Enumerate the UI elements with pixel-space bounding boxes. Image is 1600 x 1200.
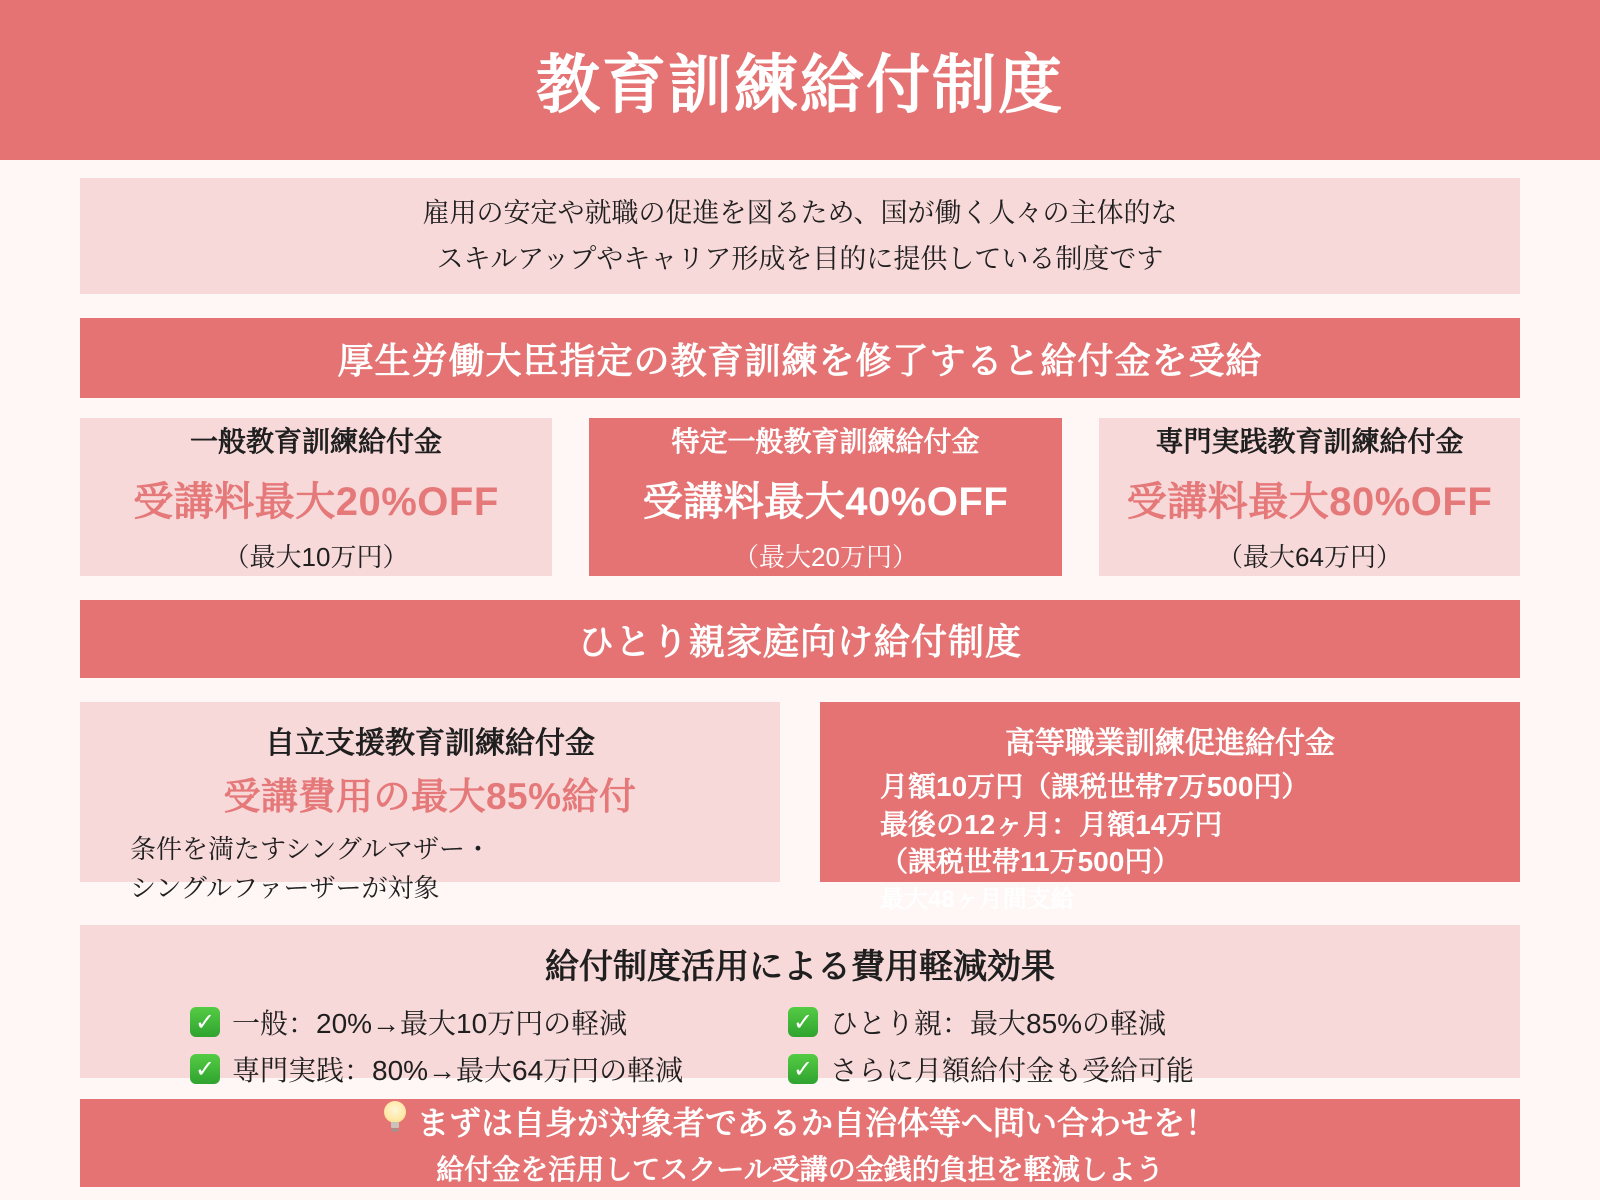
card-title: 専門実践教育訓練給付金 xyxy=(1155,426,1464,457)
card-general-training xyxy=(80,418,552,576)
card-professional-practice-training xyxy=(1099,418,1520,576)
check-item-label: ひとり親：最大85%の軽減 xyxy=(830,1008,1167,1039)
card-description-line-1: 条件を満たすシングルマザー・ xyxy=(130,834,492,864)
card-description-line-2: シングルファーザーが対象 xyxy=(130,873,440,903)
check-icon: ✓ xyxy=(788,1054,818,1084)
footer-line-2: 給付金を活用してスクール受講の金銭的負担を軽減しよう xyxy=(436,1154,1164,1185)
check-icon: ✓ xyxy=(190,1007,220,1037)
card-title: 自立支援教育訓練給付金 xyxy=(265,727,595,760)
summary-title: 給付制度活用による費用軽減効果 xyxy=(545,948,1055,986)
intro-line-2: スキルアップやキャリア形成を目的に提供している制度です xyxy=(436,244,1164,274)
footer-line-1-text: まずは自身が対象者であるか自治体等へ問い合わせを！ xyxy=(416,1105,1217,1141)
card-title: 高等職業訓練促進給付金 xyxy=(1005,727,1335,760)
section-band-training-label: 厚生労働大臣指定の教育訓練を修了すると給付金を受給 xyxy=(337,339,1263,381)
check-icon: ✓ xyxy=(190,1054,220,1084)
content-area xyxy=(80,178,1520,1187)
intro-line-1: 雇用の安定や就職の促進を図るため、国が働く人々の主体的な xyxy=(422,197,1178,228)
check-item-label: さらに月額給付金も受給可能 xyxy=(830,1055,1195,1086)
list-item xyxy=(788,1002,1194,1042)
card-body-line-4: 最大48ヶ月間支給 xyxy=(880,885,1075,913)
benefit-cards-row xyxy=(80,418,1520,576)
card-body-line-2: 最後の12ヶ月：月額14万円 xyxy=(880,808,1223,840)
list-item xyxy=(190,1002,788,1042)
check-item-label: 専門実践：80%→最大64万円の軽減 xyxy=(232,1055,684,1086)
footer-line-1 xyxy=(383,1098,1217,1144)
list-item xyxy=(190,1049,788,1089)
summary-box xyxy=(80,925,1520,1086)
card-highlight: 受講料最大80%OFF xyxy=(1126,480,1493,524)
page-title: 教育訓練給付制度 xyxy=(536,49,1064,121)
card-note: （最大10万円） xyxy=(223,542,409,572)
intro-box xyxy=(80,178,1520,294)
check-icon: ✓ xyxy=(788,1007,818,1037)
list-item xyxy=(788,1049,1194,1089)
card-higher-vocational-training xyxy=(820,702,1520,913)
section-band-training xyxy=(80,318,1520,398)
card-body-line-1: 月額10万円（課税世帯7万500円） xyxy=(880,771,1310,802)
summary-columns xyxy=(80,1002,1520,1089)
card-body-line-3: （課税世帯11万500円） xyxy=(880,846,1181,878)
lightbulb-icon xyxy=(383,1100,407,1142)
card-highlight: 受講料最大40%OFF xyxy=(642,480,1009,524)
card-note: （最大64万円） xyxy=(1217,542,1402,572)
section-band-single-parent-label: ひとり親家庭向け給付制度 xyxy=(577,620,1022,662)
card-highlight: 受講料最大20%OFF xyxy=(133,480,499,524)
card-note: （最大20万円） xyxy=(733,542,918,572)
check-item-label: 一般：20%→最大10万円の軽減 xyxy=(232,1008,628,1039)
single-parent-cards-row xyxy=(80,702,1520,913)
card-highlight: 受講費用の最大85%給付 xyxy=(223,776,637,817)
card-description xyxy=(130,830,780,908)
card-body xyxy=(880,768,1520,916)
section-band-single-parent xyxy=(80,600,1520,678)
card-title: 特定一般教育訓練給付金 xyxy=(671,426,980,457)
footer-callout xyxy=(80,1099,1520,1187)
card-specified-general-training xyxy=(589,418,1062,576)
card-title: 一般教育訓練給付金 xyxy=(189,426,442,457)
summary-column-left xyxy=(190,1002,788,1089)
page-header xyxy=(0,0,1600,160)
card-self-support-training xyxy=(80,702,780,903)
summary-column-right xyxy=(788,1002,1194,1089)
